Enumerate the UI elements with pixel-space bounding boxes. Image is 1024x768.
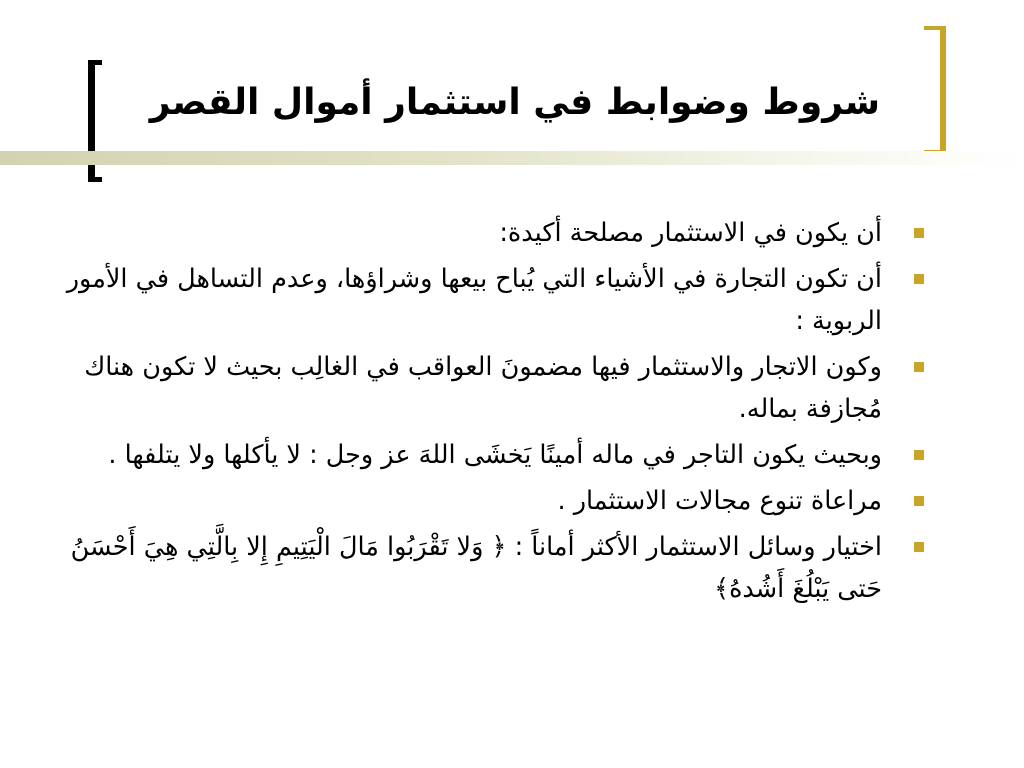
square-bullet-icon (914, 362, 924, 372)
bullet-text: أن يكون في الاستثمار مصلحة أكيدة: (499, 218, 882, 248)
bullet-list (60, 212, 940, 614)
bullet-text: مراعاة تنوع مجالات الاستثمار . (557, 486, 882, 516)
bullet-text: أن تكون التجارة في الأشياء التي يُباح بيعها وشراؤها، وعدم التساهل في الأمور الربوية : (66, 264, 882, 336)
bullet-item (60, 526, 940, 610)
square-bullet-icon (914, 228, 924, 238)
right-bracket-decoration (924, 26, 946, 154)
bullet-text: وبحيث يكون التاجر في ماله أمينًا يَخشَى اللهَ عز وجل : لا يأكلها ولا يتلفها . (108, 440, 882, 470)
square-bullet-icon (914, 542, 924, 552)
square-bullet-icon (914, 274, 924, 284)
bullet-item (60, 346, 940, 430)
bullet-item (60, 434, 940, 476)
square-bullet-icon (914, 496, 924, 506)
bullet-item (60, 258, 940, 342)
slide-title: شروط وضوابط في استثمار أموال القصر (149, 82, 880, 123)
bullet-item (60, 480, 940, 522)
bullet-item (60, 212, 940, 254)
title-underline-band (0, 151, 1024, 165)
bullet-text: وكون الاتجار والاستثمار فيها مضمونَ العواقب في الغالِب بحيث لا تكون هناك مُجازفة بماله. (84, 352, 882, 424)
square-bullet-icon (914, 450, 924, 460)
bullet-text: اختيار وسائل الاستثمار الأكثر أماناً : ﴿ وَلا تَقْرَبُوا مَالَ الْيَتِيمِ إِلا بِالَّتِي هِيَ أَحْسَنُ حَتى يَبْلُغَ أَشُدهُ﴾ (70, 532, 882, 604)
